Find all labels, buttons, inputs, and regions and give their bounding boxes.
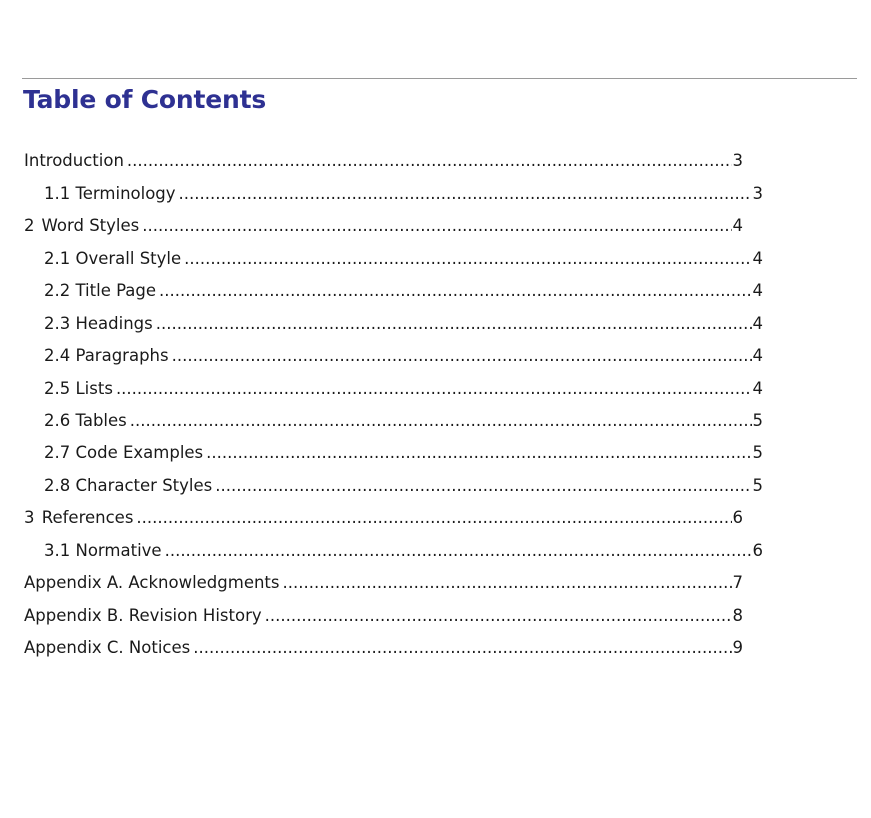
toc-entry-text: 1.1 Terminology [44, 184, 176, 203]
toc-section-number: 2 [24, 216, 35, 235]
toc-entry-text: 2.5 Lists [44, 379, 113, 398]
dot-leader [172, 340, 752, 372]
dot-leader [142, 210, 731, 242]
toc-entry[interactable] [24, 502, 743, 534]
dot-leader [206, 437, 751, 469]
toc-entry-text: 2.2 Title Page [44, 281, 157, 300]
toc-entry[interactable] [44, 405, 763, 437]
toc-page-number: 3 [732, 151, 743, 170]
dot-leader [159, 275, 751, 307]
toc-entry-text: Appendix B. Revision History [24, 606, 262, 625]
toc-entry-text: 2.7 Code Examples [44, 443, 204, 462]
toc-entry[interactable] [44, 535, 763, 567]
dot-leader [130, 405, 752, 437]
toc-section-number: 3 [24, 508, 35, 527]
page-title: Table of Contents [23, 85, 267, 114]
toc-page-number: 5 [752, 411, 763, 430]
dot-leader [136, 502, 731, 534]
dot-leader [127, 145, 732, 177]
dot-leader [215, 470, 751, 502]
toc-entry[interactable] [44, 437, 763, 469]
toc-entry-text: 2.4 Paragraphs [44, 346, 169, 365]
toc-entry-text: Appendix C. Notices [24, 638, 191, 657]
toc-entry-text: 2.3 Headings [44, 314, 153, 333]
toc-entry-text: 3.1 Normative [44, 541, 162, 560]
dot-leader [116, 373, 752, 405]
toc-entry-text: Word Styles [41, 216, 140, 235]
toc-page-number: 7 [732, 573, 743, 592]
toc-entry[interactable] [44, 243, 763, 275]
toc-entry[interactable] [24, 145, 743, 177]
toc-entry[interactable] [44, 373, 763, 405]
toc-page-number: 4 [752, 281, 763, 300]
header-rule [22, 78, 857, 79]
toc-entry[interactable] [44, 470, 763, 502]
toc-entry[interactable] [44, 178, 763, 210]
toc-entry[interactable] [24, 210, 743, 242]
toc-page-number: 4 [752, 346, 763, 365]
toc-entry[interactable] [44, 275, 763, 307]
dot-leader [184, 243, 751, 275]
dot-leader [165, 535, 752, 567]
toc-entry-text: References [41, 508, 134, 527]
toc-page-number: 9 [732, 638, 743, 657]
toc-page-number: 5 [752, 476, 763, 495]
toc-page-number: 4 [752, 379, 763, 398]
toc-entry[interactable] [24, 600, 743, 632]
toc-entry-text: 2.6 Tables [44, 411, 127, 430]
toc-page-number: 5 [752, 443, 763, 462]
toc-entry-text: 2.1 Overall Style [44, 249, 182, 268]
dot-leader [179, 178, 752, 210]
toc-entry[interactable] [44, 340, 763, 372]
toc-entry[interactable] [24, 632, 743, 664]
toc-entry-text: 2.8 Character Styles [44, 476, 213, 495]
toc-page-number: 4 [752, 314, 763, 333]
toc-entry-text: Appendix A. Acknowledgments [24, 573, 280, 592]
dot-leader [265, 600, 732, 632]
toc-entry[interactable] [44, 308, 763, 340]
toc-page-number: 6 [732, 508, 743, 527]
dot-leader [283, 567, 732, 599]
toc-page-number: 8 [732, 606, 743, 625]
toc-entry[interactable] [24, 567, 743, 599]
toc-page-number: 3 [752, 184, 763, 203]
dot-leader [156, 308, 752, 340]
toc-entry-text: Introduction [24, 151, 124, 170]
toc-page-number: 4 [732, 216, 743, 235]
dot-leader [193, 632, 731, 664]
toc-page-number: 4 [752, 249, 763, 268]
toc-page-number: 6 [752, 541, 763, 560]
